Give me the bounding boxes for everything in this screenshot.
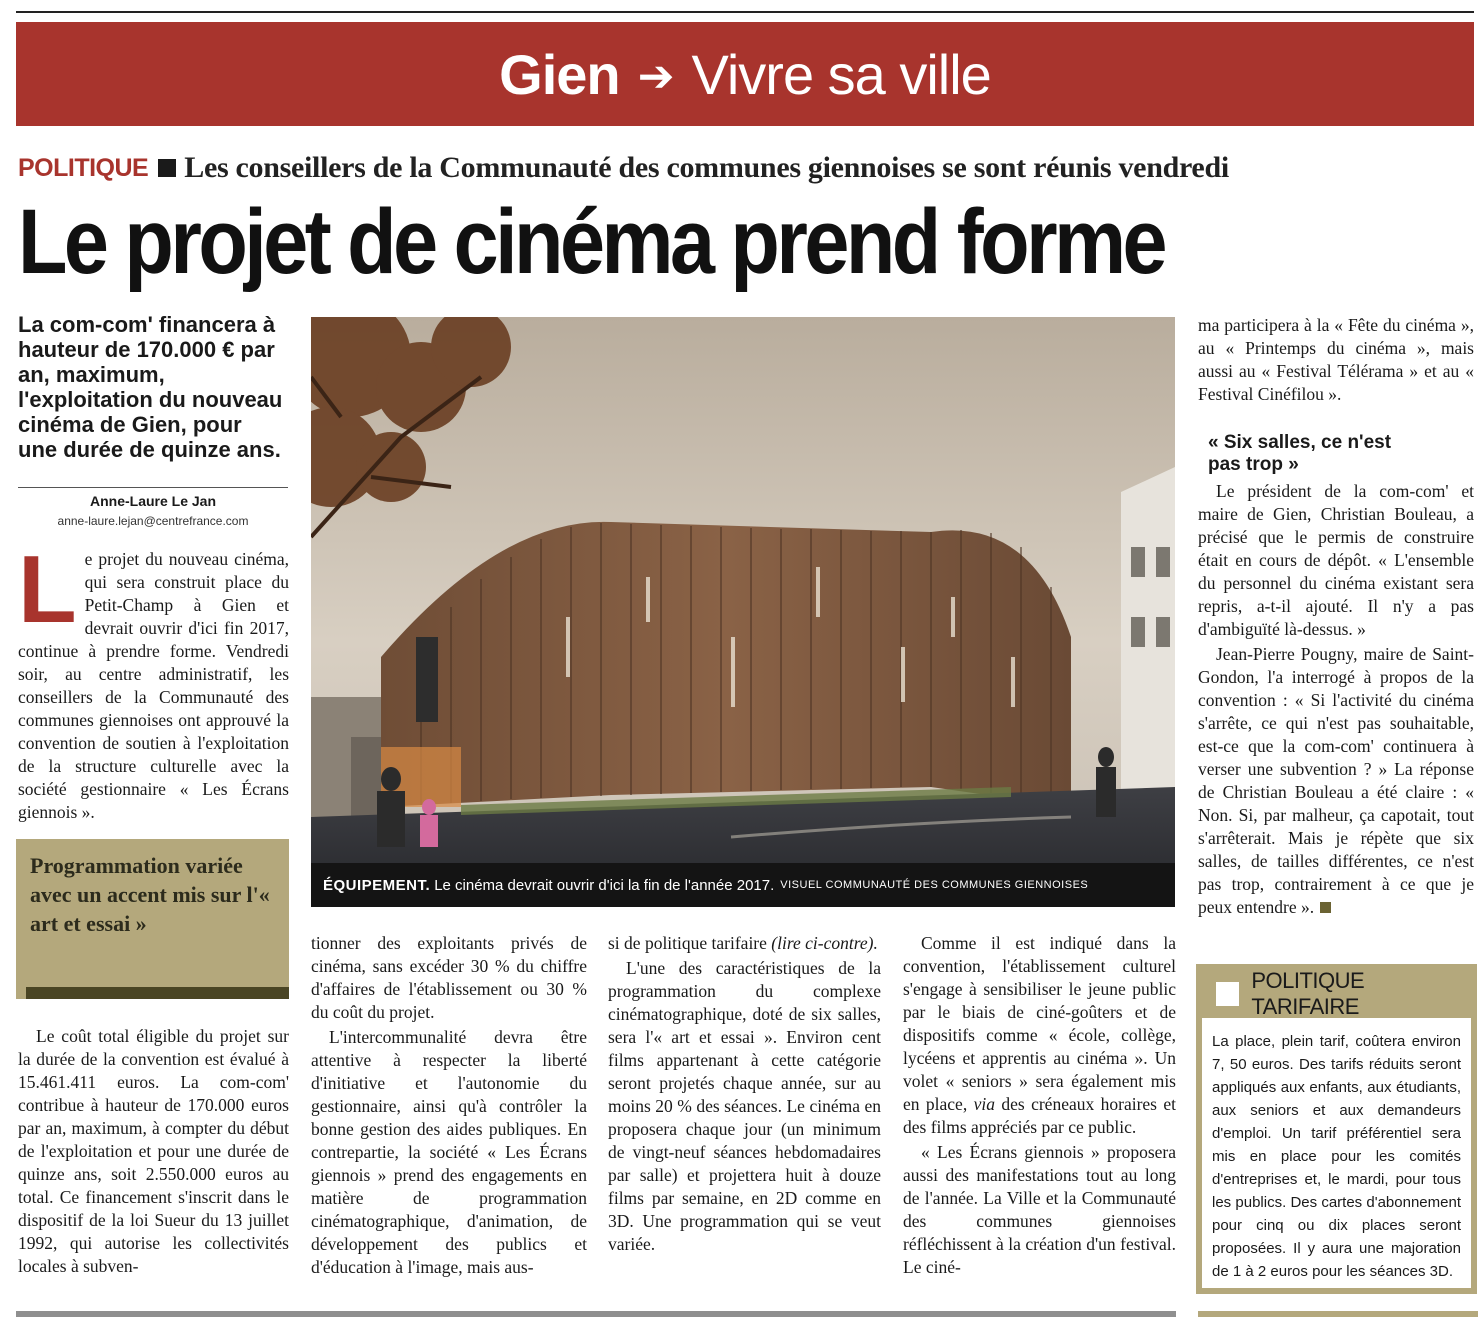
paragraph-text: si de politique tarifaire: [608, 933, 772, 953]
sidebar-header: [1202, 970, 1471, 1018]
article-column-1b: [18, 1025, 289, 1278]
byline-divider: [18, 487, 288, 488]
chapo: La com-com' financera à hauteur de 170.000 € par an, maximum, l'exploitation du nouveau cinéma de Gien, pour une durée de quinze ans.: [18, 312, 283, 462]
top-rule: [16, 11, 1474, 13]
banner-town: Gien: [499, 42, 620, 106]
kicker-tag: POLITIQUE: [18, 153, 149, 182]
kicker-text: Les conseillers de la Communauté des communes giennoises se sont réunis vendredi: [184, 151, 1229, 184]
arrow-right-icon: ➔: [637, 51, 674, 101]
paragraph: « Les Écrans giennois » proposera aussi des manifestations tout au long de l'année. La Ville et la Communauté des communes giennoises réfléchissent à la création d'un festival. Le ciné-: [903, 1142, 1176, 1277]
caption-text: Le cinéma devrait ouvrir d'ici la fin de l'année 2017.: [434, 876, 775, 894]
pull-quote: [16, 839, 289, 999]
article-column-3: [608, 932, 881, 1256]
square-bullet-icon: [1216, 982, 1239, 1006]
article-column-5a: [1198, 314, 1474, 406]
paragraph-text: des créneaux horaires et des films appréciés par ce public.: [903, 1094, 1177, 1137]
paragraph: [608, 932, 881, 955]
pull-quote-band: [26, 987, 289, 999]
subhead: « Six salles, ce n'est pas trop »: [1208, 432, 1392, 475]
pricing-sidebar: [1196, 964, 1477, 1294]
paragraph-text: Jean-Pierre Pougny, maire de Saint-Gondon, l'a interrogé à propos de la convention : « Si l'activité du cinéma s'arrête, ce qui n'est pas souhaitable, est-ce que la com-com' continuera à verser une subvention ? » La réponse de Christian Bouleau a été claire : « Non. Si, par malheur, ça capotait, tout s'arrêterait. Mais je répète que six salles, de tailles différentes, ce n'est pas trop, contrairement à ce que je peux entendre ».: [1198, 644, 1474, 917]
byline-email[interactable]: anne-laure.lejan@centrefrance.com: [57, 514, 249, 528]
paragraph: e projet du nouveau cinéma, qui sera construit place du Petit-Champ à Gien et devrait ouvrir d'ici fin 2017, continue à prendre forme. Vendredi soir, au centre administratif, les conseillers de la Communauté des communes giennoises ont approuvé la convention de soutien à l'exploitation de la structure culturelle avec la société gestionnaire « Les Écrans giennois ».: [18, 549, 289, 822]
paragraph: L'une des caractéristiques de la programmation du complexe cinématographique, doté de six salles, sera l'« art et essai ». Environ cent films appartenant à cette catégorie seront projetés chaque année, sur au moins 20 % des séances. Le cinéma en proposera chaque jour (un minimum de vingt-neuf séances hebdomadaires par salle) et projettera huit à douze films par semaine, en 2D comme en 3D. Une programmation qui se veut variée.: [608, 958, 881, 1254]
paragraph: Le président de la com-com' et maire de Gien, Christian Bouleau, a précisé que le permis de construire était en cours de dépôt. « L'ensemble du personnel du cinéma existant sera repris, a-t-il ajouté. Il n'y a pas d'ambiguïté là-dessus. »: [1198, 481, 1474, 639]
article-column-4: [903, 932, 1176, 1279]
paragraph: Le coût total éligible du projet sur la durée de la convention est évalué à 15.461.411 euros. La com-com' contribue à hauteur de 170.000 euros par an, maximum, à compter du début de l'exploitation et pour une durée de quinze ans, soit 2.550.000 euros au total. Ce financement s'inscrit dans le dispositif de la loi Sueur du 13 juillet 1992, qui autorise les collectivités locales à subven-: [18, 1026, 289, 1276]
paragraph: ma participera à la « Fête du cinéma », au « Printemps du cinéma », mais aussi au « Festival Télérama » et au « Festival Cinéfilou ».: [1198, 315, 1474, 404]
caption-lead: ÉQUIPEMENT.: [323, 876, 431, 894]
emphasis: via: [973, 1094, 995, 1114]
headline: Le projet de cinéma prend forme: [18, 191, 1165, 293]
cross-reference: (lire ci-contre).: [771, 933, 878, 953]
article-column-1a: [18, 536, 289, 824]
paragraph: L'intercommunalité devra être attentive à respecter la liberté d'initiative et l'autonomie du gestionnaire, ainsi qu'à contrôler la bonne gestion des aides publiques. En contrepartie, la société « Les Écrans giennois » prend des engagements en matière de programmation cinématographique, d'animation, de développement des publics et d'éducation à l'image, mais aus-: [311, 1027, 587, 1277]
byline-author: Anne-Laure Le Jan: [89, 493, 217, 509]
square-bullet-icon: [158, 159, 176, 177]
end-mark-icon: [1320, 902, 1331, 913]
cinema-rendering-image: [311, 317, 1175, 907]
photo-caption: [311, 863, 1175, 907]
paragraph: [1198, 643, 1474, 919]
section-banner: [16, 22, 1474, 126]
bottom-rule: [16, 1311, 1176, 1317]
paragraph: [903, 932, 1176, 1139]
bottom-rule-accent: [1198, 1311, 1478, 1317]
kicker: [18, 150, 1229, 186]
banner-section: Vivre sa ville: [691, 42, 991, 106]
article-column-2: [311, 932, 587, 1279]
caption-credit: VISUEL COMMUNAUTÉ DES COMMUNES GIENNOISES: [780, 879, 1089, 891]
pull-quote-text: Programmation variée avec un accent mis sur l'« art et essai »: [30, 853, 270, 936]
sidebar-body: La place, plein tarif, coûtera environ 7, 50 euros. Des tarifs réduits seront appliqués aux enfants, aux étudiants, aux seniors et aux demandeurs d'emploi. Un tarif préférentiel sera mis en place pour les comités d'entreprises et, le mardi, pour tous les publics. Des cartes d'abonnement pour cinq ou dix places seront proposées. Il y aura une majoration de 1 à 2 euros pour les séances 3D.: [1212, 1033, 1461, 1280]
paragraph-text: Comme il est indiqué dans la convention, l'établissement culturel s'engage à sensibiliser le jeune public par le biais de ciné-goûters et de dispositifs comme « école, collège, lycéens et apprentis au cinéma ». Un volet « seniors » sera également mis en place,: [903, 933, 1176, 1114]
article-column-5b: [1198, 480, 1474, 919]
sidebar-title: POLITIQUE TARIFAIRE: [1251, 968, 1365, 1019]
dropcap: L: [18, 536, 77, 643]
paragraph: tionner des exploitants privés de cinéma, sans excéder 30 % du chiffre d'affaires de l'établissement ou 30 % du coût du projet.: [311, 933, 587, 1022]
cinema-rendering-illustration: [311, 317, 1175, 907]
